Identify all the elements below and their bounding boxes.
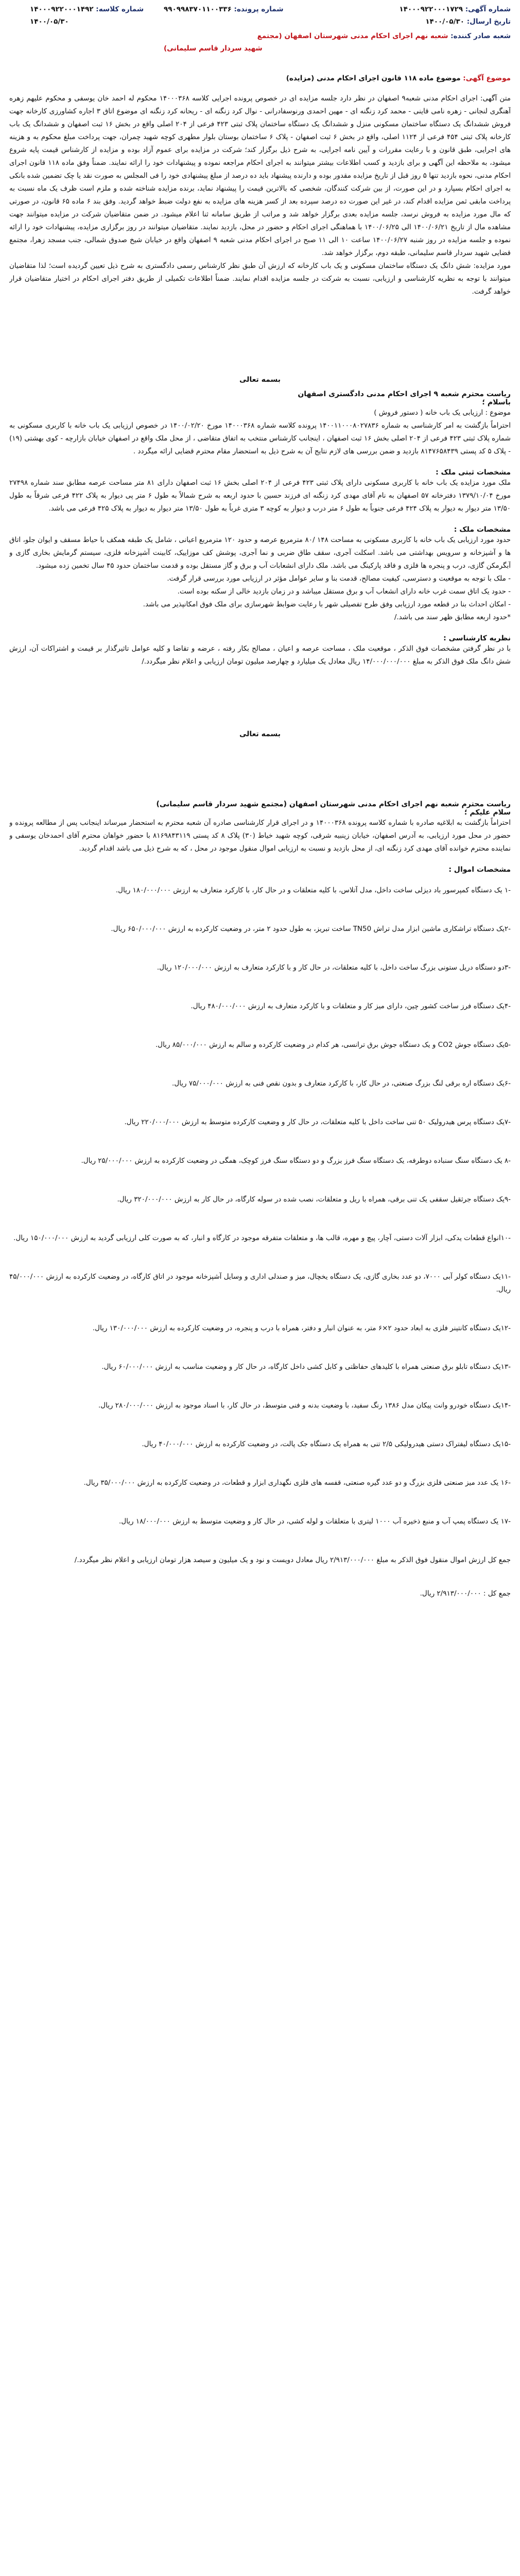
issuing-branch: شعبه صادر کننده: شعبه نهم اجرای احکام مدنی شهرستان اصفهان (مجتمع <box>257 32 511 40</box>
list-item: -۱۷ یک دستگاه پمپ آب و منبع ذخیره آب ۱۰۰۰ لیتری با متعلقات و لوله کشی، در حال کار و وضعیت متوسط به ارزش ۱۸/۰۰۰/۰۰۰ ریال. <box>119 1517 511 1526</box>
expert-opinion: با در نظر گرفتن مشخصات فوق الذکر ، موقعیت ملک ، مساحت عرصه و اعیان ، مصالح بکار رفته ، عرضه و تقاضا و کلیه عوامل تاثیرگذار بر قیمت و اشتراکات آن، ارزش شش دانگ ملک فوق الذکر به مبلغ ۱۴/۰۰۰/۰۰۰/۰۰۰ ریال معادل یک میلیارد و چهارصد میلیون تومان ارزیابی و اعلام نظر میگردد./ <box>9 644 511 666</box>
list-item: -۶یک دستگاه اره برقی لنگ بزرگ صنعتی، در حال کار، با کارکرد متعارف و بدون نقص فنی به ارزش ۷۵/۰۰۰/۰۰۰ ریال. <box>172 1079 511 1088</box>
notice-body-auction-item: مورد مزایده: شش دانگ یک دستگاه ساختمان مسکونی و یک باب کارخانه که ارزش آن طبق نظر کارشناس رسمی دادگستری به شرح ذیل تعیین گردیده است؛ لذا متقاضیان میتوانند با توجه به نظریه کارشناسی و ارزیابی، نسبت به شرکت در جلسه مزایده اقدام نمایند. ضمناً اطلاعات تکمیلی از طریق دفتر اجرای احکام در اختیار متقاضیان قرار خواهد گرفت. <box>9 261 511 296</box>
property-note-2: - حدود یک اتاق سمت غرب خانه دارای انشعاب آب و برق مستقل میباشد و در زمان بازدید خالی از سکنه بوده است. <box>177 587 511 596</box>
list-item: -۱۲یک دستگاه کانتینر فلزی به ابعاد حدود ۲×۶ متر، به عنوان انبار و دفتر، همراه با درب و پنجره، در وضعیت کارکرده به ارزش ۱۳۰/۰۰۰/۰۰۰ ریال. <box>92 1324 511 1332</box>
total-summary: جمع کل ارزش اموال منقول فوق الذکر به مبلغ ۲/۹۱۳/۰۰۰/۰۰۰ ریال معادل دویست و نود و یک میلیون و سیصد هزار تومان ارزیابی و اعلام نظر میگردد./ <box>74 1555 511 1564</box>
total-amount: جمع کل : ۲/۹۱۳/۰۰۰/۰۰۰ ریال. <box>420 1589 511 1598</box>
report-intro: احتراماً بازگشت به امر کارشناسی به شماره ۱۴۰۰۱۱۰۰۰۸۰۲۷۸۳۶ پرونده کلاسه شماره ۱۴۰۰۰۳۶۸ مورخ ۱۴۰۰/۰۲/۲۰ در خصوص ارزیابی یک باب خانه با کاربری مسکونی به شماره پلاک ثبتی ۴۲۳ فرعی از ۲۰۴ اصلی بخش ۱۶ ثبت اصفهان ، اینجانب کارشناس منتخب به اتفاق متقاضی ، از محل ملک واقع در اصفهان خیابان بازارچه - کوی بهشتی (۱۹) - پلاک ۵ کد پستی ۸۱۴۷۶۵۸۴۳۹ بازدید و ضمن بررسی های لازم نتایج آن به شرح ذیل به استحضار مقام محترم قضایی ارائه میگردد . <box>9 421 511 455</box>
send-date: تاریخ ارسال: ۱۴۰۰/۰۵/۳۰ <box>425 18 511 26</box>
heading-addressee-1: ریاست محترم شعبه ۹ اجرای احکام مدنی دادگستری اصفهان <box>298 389 511 398</box>
notice-number: شماره آگهی: ۱۴۰۰۰۹۲۲۰۰۰۱۷۲۹ <box>399 5 511 13</box>
list-item: -۱۴یک دستگاه خودرو وانت پیکان مدل ۱۳۸۶ رنگ سفید، با وضعیت بدنه و فنی متوسط، در حال کار، با اسناد موجود به ارزش ۲۸۰/۰۰۰/۰۰۰ ریال. <box>98 1401 511 1410</box>
property-note-3: - امکان احداث بنا در قطعه مورد ارزیابی وفق طرح تفصیلی شهر با رعایت ضوابط شهرسازی برای ملک فوق امکانپذیر می باشد. <box>143 600 511 608</box>
list-item: -۴یک دستگاه فرز ساخت کشور چین، دارای میز کار و متعلقات و با کارکرد متعارف به ارزش ۴۸۰/۰۰۰/۰۰۰ ریال. <box>190 1002 511 1010</box>
list-item: -۷یک دستگاه پرس هیدرولیک ۵۰ تنی ساخت داخل با کلیه متعلقات، در حال کار و وضعیت کارکرده متوسط به ارزش ۲۲۰/۰۰۰/۰۰۰ ریال. <box>124 1117 511 1126</box>
list-item: -۹یک دستگاه جرثقیل سقفی یک تنی برقی، همراه با ریل و متعلقات، نصب شده در سوله کارگاه، در حال کار به ارزش ۳۲۰/۰۰۰/۰۰۰ ریال. <box>117 1195 511 1204</box>
greeting-1: باسلام ؛ <box>482 398 511 406</box>
list-item: -۵یک دستگاه جوش CO2 و یک دستگاه جوش برق ترانسی، هر کدام در وضعیت کارکرده و سالم به ارزش ۸۵/۰۰۰/۰۰۰ ریال. <box>155 1040 511 1049</box>
list-item: -۱۱یک دستگاه کولر آبی ۷۰۰۰، دو عدد بخاری گازی، یک دستگاه یخچال، میز و صندلی اداری و وسایل آشپزخانه موجود در اتاق کارگاه، در وضعیت کارکرده به ارزش ۴۵/۰۰۰/۰۰۰ ریال. <box>9 1272 511 1294</box>
report2-intro: احتراماً بازگشت به ابلاغیه صادره با شماره کلاسه پرونده ۱۴۰۰۰۳۶۸ و در اجرای قرار کارشناسی صادره آن شعبه محترم به استحضار میرساند اینجانب پس از مطالعه پرونده و حضور در محل مورد ارزیابی، به آدرس اصفهان، خیابان زینبیه شرقی، کوچه شهید خیاط (۳۰) پلاک ۸ کد پستی ۸۱۶۹۸۴۳۱۱۹ با حضور خواهان محترم آقای احمدخان یوسفی و نماینده محترم خوانده آقای مهدی کرد زنگنه ای، از محل بازدید و نسبت به ارزیابی اموال منقول موجود در محل ، که به شرح ذیل می باشد اقدام گردید. <box>9 818 511 853</box>
list-item: -۱۵یک دستگاه لیفتراک دستی هیدرولیکی ۲/۵ تنی به همراه یک دستگاه جک پالت، در وضعیت کارکرده به ارزش ۴۰/۰۰۰/۰۰۰ ریال. <box>142 1439 511 1448</box>
heading-items: مشخصات اموال : <box>448 865 511 874</box>
list-item: -۱۰انواع قطعات یدکی، ابزار آلات دستی، آچار، پیچ و مهره، قالب ها، و متعلقات متفرقه موجود در کارگاه و انبار، که به صورت کلی ارزیابی گردید به ارزش ۱۵۰/۰۰۰/۰۰۰ ریال. <box>13 1233 511 1242</box>
list-item: -۱ یک دستگاه کمپرسور باد دیزلی ساخت داخل، مدل آتلاس، با کلیه متعلقات و در حال کار، با کارکرد متعارف به ارزش ۱۸۰/۰۰۰/۰۰۰ ریال. <box>115 886 511 894</box>
heading-basmeh-2: بسمه تعالی <box>239 730 281 738</box>
list-item: -۱۶ یک عدد میز صنعتی فلزی بزرگ و دو عدد گیره صنعتی، قفسه های فلزی نگهداری ابزار و قطعات، در وضعیت کارکرده به ارزش ۳۵/۰۰۰/۰۰۰ ریال. <box>83 1478 511 1487</box>
list-item: -۳دو دستگاه دریل ستونی بزرگ ساخت داخل، با کلیه متعلقات، در حال کار و با کارکرد متعارف به ارزش ۱۲۰/۰۰۰/۰۰۰ ریال. <box>157 963 511 972</box>
list-item: -۸ یک دستگاه سنگ سنباده دوطرفه، یک دستگاه سنگ فرز بزرگ و دو دستگاه سنگ فرز کوچک، همگی در وضعیت کارکرده به ارزش ۲۵/۰۰۰/۰۰۰ ریال. <box>81 1156 511 1165</box>
class-number: شماره کلاسه: ۱۴۰۰۰۹۲۲۰۰۰۱۴۹۲ <box>30 5 144 13</box>
heading-addressee-2: ریاست محترم شعبه نهم اجرای احکام مدنی شهرستان اصفهان (مجتمع شهید سردار قاسم سلیمانی) <box>156 800 511 808</box>
notice-header <box>9 0 511 72</box>
case-number: شماره پرونده: ۹۹۰۹۹۸۳۷۰۱۱۰۰۳۳۶ <box>164 5 284 13</box>
heading-registration-specs: مشخصات ثبتی ملک : <box>436 468 511 477</box>
property-specs: حدود مورد ارزیابی یک باب خانه با کاربری مسکونی به مساحت ۱۴۸ /۸۰ مترمربع عرصه و حدود ۱۲۰ مترمربع اعیانی ، شامل یک طبقه همکف با حیاط مسقف و ایوان جلو، اتاق ها و آشپزخانه و سرویس بهداشتی می باشد. اسکلت آجری، سقف طاق ضربی و نما آجری، پوشش کف موزاییک، کابینت آشپزخانه فلزی، سیستم گرمایش بخاری گازی و آبگرمکن گازی، درب و پنجره ها فلزی و فاقد پارکینگ می باشد. ملک دارای انشعابات آب و برق و گاز مستقل بوده و قدمت ساختمان حدود ۴۵ سال تخمین زده میشود. <box>9 535 511 570</box>
property-note-1: - ملک با توجه به موقعیت و دسترسی، کیفیت مصالح، قدمت بنا و سایر عوامل مؤثر در ارزیابی مورد بررسی قرار گرفت. <box>167 574 511 583</box>
registration-specs: ملک مورد مزایده یک باب خانه با کاربری مسکونی دارای پلاک ثبتی ۴۲۳ فرعی از ۲۰۴ اصلی بخش ۱۶ ثبت اصفهان دارای ۸۱ متر مساحت عرصه مطابق سند شماره ۲۷۴۹۸ مورخ ۱۳۷۹/۱۰/۰۴ دفترخانه ۵۷ اصفهان به نام آقای مهدی کرد زنگنه ای فرزند حسین با حدود اربعه به شرح شمالاً به طول ۶ متر پی دیوار به پلاک ۴۲۲ فرعی شرقاً به طول ۱۳/۵۰ متر دیوار به دیوار به پلاک ۴۲۴ فرعی جنوباً به طول ۶ متر درب و دیوار به کوچه ۳ متری غرباً به طول ۱۳/۵۰ متر دیوار به دیوار به پلاک ۴۲۵ فرعی می باشد. <box>9 478 511 513</box>
document-page <box>9 0 511 2576</box>
report-subject: موضوع : ارزیابی یک باب خانه ( دستور فروش ) <box>374 408 511 417</box>
property-note-4: *حدود اربعه مطابق ظهر سند می باشد./ <box>394 613 511 621</box>
issuing-branch-cont: شهید سردار قاسم سلیمانی) <box>164 44 263 53</box>
heading-property-specs: مشخصات ملک : <box>454 525 511 534</box>
heading-basmeh-1: بسمه تعالی <box>239 375 281 384</box>
list-item: -۱۳یک دستگاه تابلو برق صنعتی همراه با کلیدهای حفاظتی و کابل کشی داخل کارگاه، در حال کار و وضعیت مناسب به ارزش ۶۰/۰۰۰/۰۰۰ ریال. <box>101 1362 511 1371</box>
list-item: -۲یک دستگاه تراشکاری ماشین ابزار مدل تراش TN50 ساخت تبریز، به طول حدود ۲ متر، در وضعیت کارکرده به ارزش ۶۵۰/۰۰۰/۰۰۰ ریال. <box>111 924 511 933</box>
greeting-2: سلام علیکم ؛ <box>464 808 511 817</box>
notice-subject: موضوع آگهی: موضوع ماده ۱۱۸ قانون اجرای احکام مدنی (مزایده) <box>286 74 511 82</box>
class-date: ۱۴۰۰/۰۵/۳۰ <box>30 18 69 26</box>
notice-body-main: متن آگهی: اجرای احکام مدنی شعبه۹ اصفهان در نظر دارد جلسه مزایده ای در خصوص پرونده اجرایی کلاسه ۱۴۰۰۰۳۶۸ محکوم له احمد خان یوسفی و محکوم علیهم زهره آهنگری لنجانی - زهره نامی قاینی - محمد کرد زنگنه ای - مهین احمدی ورنوسفادرانی - نوال کرد زنگنه ای - ریحانه کرد زنگنه ای موضوع اتاق ۳ اجاره کشاورزی کارخانه جهت فروش ششدانگ یک دستگاه ساختمان مسکونی منزل و ششدانگ یک دستگاه ساختمان پلاک ثبتی ۴۲۳ فرعی از ۲۰۴ اصلی واقع در بخش ۱۶ ثبت اصفهان و ششدانگ یک باب کارخانه پلاک ثبتی ۴۵۴ فرعی از ۱۱۲۴ اصلی، واقع در بخش ۶ ثبت اصفهان - پلاک ۶ ساختمان بوستان بلوار مطهری کوچه شهید چمران، جهت پرداخت مبلغ محکوم به و هزینه های اجرایی، طبق قانون و با رعایت مقررات و آیین نامه اجرایی، به شرح ذیل برگزار کند؛ شرکت در مزایده برای عموم آزاد بوده و مزایده از کارشناس قیمت پایه شروع میشود، به ملاحظه این آگهی و برای بازدید و کسب اطلاعات بیشتر میتوانند به اجرای احکام مراجعه نموده و پیشنهادات خود را ارائه نمایند. ضمناً وفق ماده ۱۱۸ قانون اجرای احکام مدنی، نحوه بازدید تنها ۵ روز قبل از تاریخ مزایده مقدور بوده و دارنده پیشنهاد باید ده درصد از مبلغ پیشنهادی خود را فی المجلس به صورت نقد یا چک تضمین شده بانکی به اجرای احکام بسپارد و در این صورت، از بین شرکت کنندگان، شخصی که بالاترین قیمت را پیشنهاد نماید، برنده مزایده شناخته شده و ملزم است ظرف یک ماه نسبت به پرداخت مابقی ثمن مزایده اقدام کند، در غیر این صورت ده درصد سپرده بعد از کسر هزینه های مزایده به نفع دولت ضبط خواهد گردید. وفق بند ۶ ماده ۶۵ قانون، در صورتی که مال مورد مزایده به فروش نرسد، جلسه مزایده بعدی برگزار خواهد شد و مراتب از طریق سامانه ثنا اعلام میشود. در ضمن متقاضیان شرکت در مزایده میتوانند جهت مشاهده مال از تاریخ ۱۴۰۰/۰۶/۲۱ الی ۱۴۰۰/۰۶/۲۵ با هماهنگی اجرای احکام و حضور در محل، بازدید نمایند. متقاضیان میتوانند در روز برگزاری مزایده، پیشنهادات خود را ارائه نموده و جلسه مزایده در روز شنبه ۱۴۰۰/۰۶/۲۷ ساعت ۱۰ الی ۱۱ صبح در اجرای احکام مدنی شعبه ۹ اصفهان واقع در خیابان شیخ صدوق شمالی، جنب مسجد زهرا، مجتمع قضایی شهید سردار قاسم سلیمانی، طبقه دوم، برگزار خواهد شد. <box>9 94 511 257</box>
heading-expert-opinion: نظریه کارشناسی : <box>443 634 511 642</box>
